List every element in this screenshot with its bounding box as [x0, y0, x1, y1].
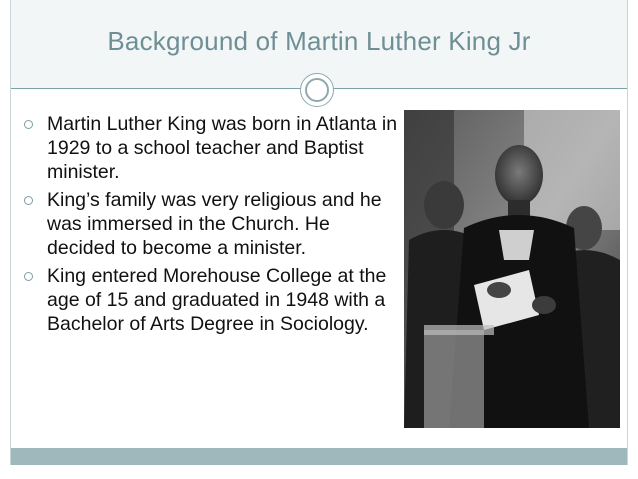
bullet-circle-icon: [24, 272, 33, 281]
divider-circle-inner-ring: [305, 78, 329, 102]
bullet-item: [22, 264, 402, 336]
bullet-circle-icon: [24, 120, 33, 129]
portrait-photo: [404, 110, 620, 428]
bullet-item: [22, 112, 402, 184]
bullet-item: [22, 188, 402, 260]
bullet-text: King’s family was very religious and he was immersed in the Church. He decided to become a minister.: [47, 189, 382, 259]
bullet-text: Martin Luther King was born in Atlanta in 1929 to a school teacher and Baptist minister.: [47, 113, 398, 183]
slide-title: Background of Martin Luther King Jr: [107, 26, 531, 56]
bullet-text: King entered Morehouse College at the age of 15 and graduated in 1948 with a Bachelor of Arts Degree in Sociology.: [47, 265, 387, 335]
footer-bar: [11, 448, 627, 465]
bullet-list: [22, 112, 402, 340]
bullet-circle-icon: [24, 196, 33, 205]
